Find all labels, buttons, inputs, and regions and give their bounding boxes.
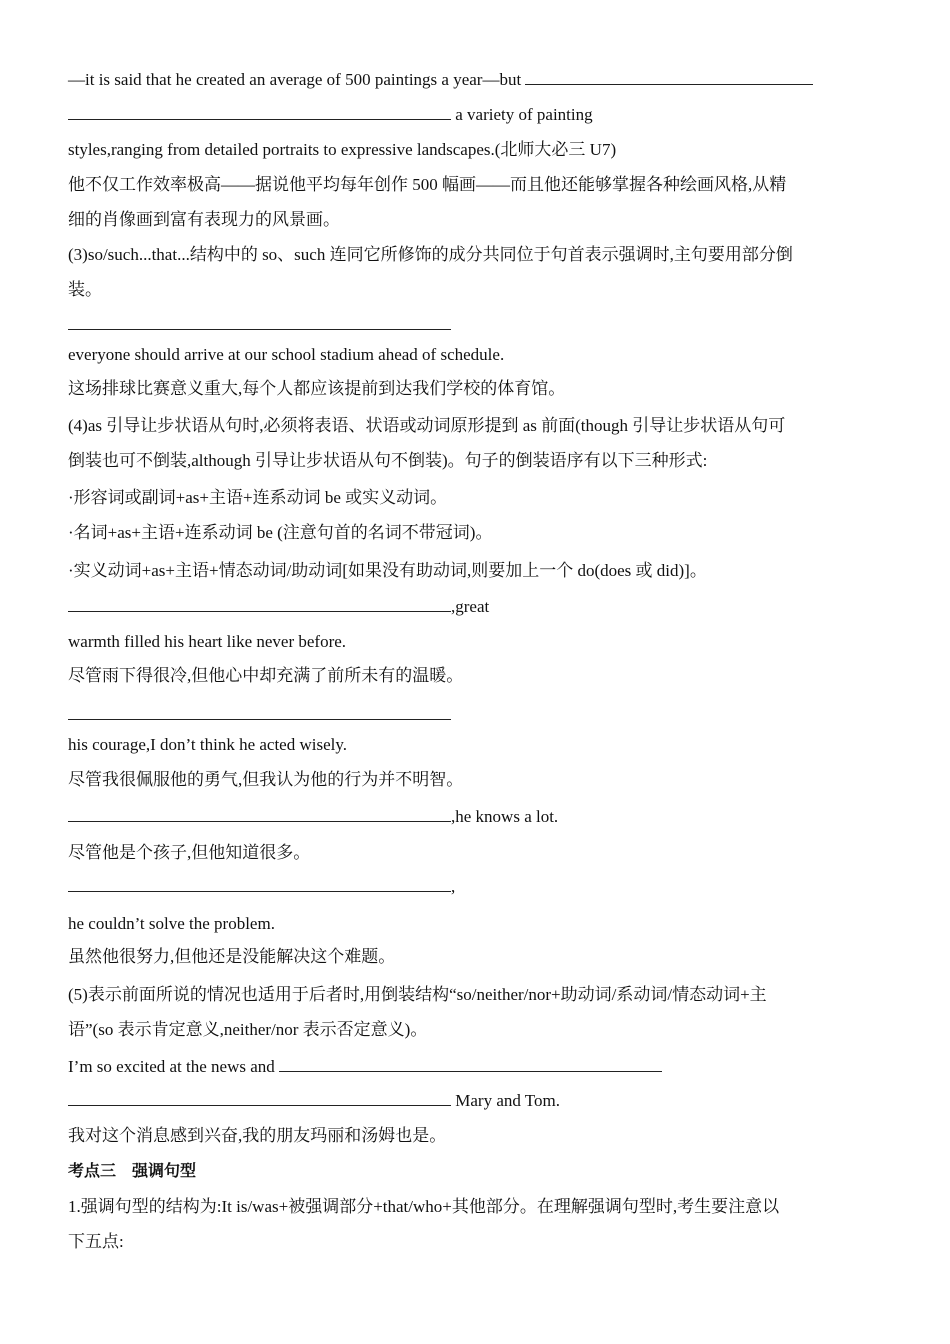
answer-blank[interactable] [68,610,451,612]
rule-text: 下五点: [68,1232,124,1251]
rule-text: (5)表示前面所说的情况也适用于后者时,用倒装结构“so/neither/nor+助动词/系动词/情态动词+主 [68,985,767,1004]
rule-text: 倒装也可不倒装,although 引导让步状语从句不倒装)。句子的倒装语序有以下三种形式: [68,451,708,470]
answer-line [68,314,882,336]
answer-blank[interactable] [525,83,813,85]
example-line: his courage,I don’t think he acted wisely. [68,735,348,754]
answer-blank[interactable] [68,328,451,330]
example-line: Mary and Tom. [68,1090,882,1112]
example-line: warmth filled his heart like never before. [68,632,347,651]
answer-blank[interactable] [68,1104,451,1106]
bullet-item: ·实义动词+as+主语+情态动词/助动词[如果没有助动词,则要加上一个 do(does 或 did)]。 [68,561,707,580]
answer-blank[interactable] [68,890,451,892]
answer-blank[interactable] [68,820,451,822]
rule-text: (4)as 引导让步状语从句时,必须将表语、状语或动词原形提到 as 前面(though 引导让步状语从句可 [68,416,786,435]
translation-line: 虽然他很努力,但他还是没能解决这个难题。 [68,947,396,966]
answer-line: ,great [68,596,882,618]
answer-blank[interactable] [68,118,451,120]
answer-line: , [68,876,882,898]
example-line: everyone should arrive at our school stadium ahead of schedule. [68,345,505,364]
translation-line: 他不仅工作效率极高——据说他平均每年创作 500 幅画——而且他还能够掌握各种绘画风格,从精 [68,175,787,194]
rule-text: 1.强调句型的结构为:It is/was+被强调部分+that/who+其他部分。在理解强调句型时,考生要注意以 [68,1197,780,1216]
rule-text: (3)so/such...that...结构中的 so、such 连同它所修饰的成分共同位于句首表示强调时,主句要用部分倒 [68,245,793,264]
answer-line: ,he knows a lot. [68,806,882,828]
answer-line [68,704,882,726]
example-line: styles,ranging from detailed portraits to expressive landscapes.(北师大必三 U7) [68,140,617,159]
answer-blank[interactable] [68,718,451,720]
translation-line: 尽管我很佩服他的勇气,但我认为他的行为并不明智。 [68,770,464,789]
rule-text: 语”(so 表示肯定意义,neither/nor 表示否定意义)。 [68,1020,428,1039]
rule-text: 装。 [68,280,102,299]
bullet-item: ·名词+as+主语+连系动词 be (注意句首的名词不带冠词)。 [68,523,493,542]
example-line: I’m so excited at the news and [68,1056,882,1078]
example-line: a variety of painting [68,104,882,126]
translation-line: 这场排球比赛意义重大,每个人都应该提前到达我们学校的体育馆。 [68,379,566,398]
example-line: —it is said that he created an average of 500 paintings a year—but [68,69,882,91]
translation-line: 我对这个消息感到兴奋,我的朋友玛丽和汤姆也是。 [68,1126,447,1145]
bullet-item: ·形容词或副词+as+主语+连系动词 be 或实义动词。 [68,488,448,507]
translation-line: 尽管雨下得很冷,但他心中却充满了前所未有的温暖。 [68,666,464,685]
section-heading: 考点三 强调句型 [68,1161,197,1180]
answer-blank[interactable] [279,1070,662,1072]
translation-line: 尽管他是个孩子,但他知道很多。 [68,843,311,862]
example-line: he couldn’t solve the problem. [68,914,275,933]
translation-line: 细的肖像画到富有表现力的风景画。 [68,210,340,229]
